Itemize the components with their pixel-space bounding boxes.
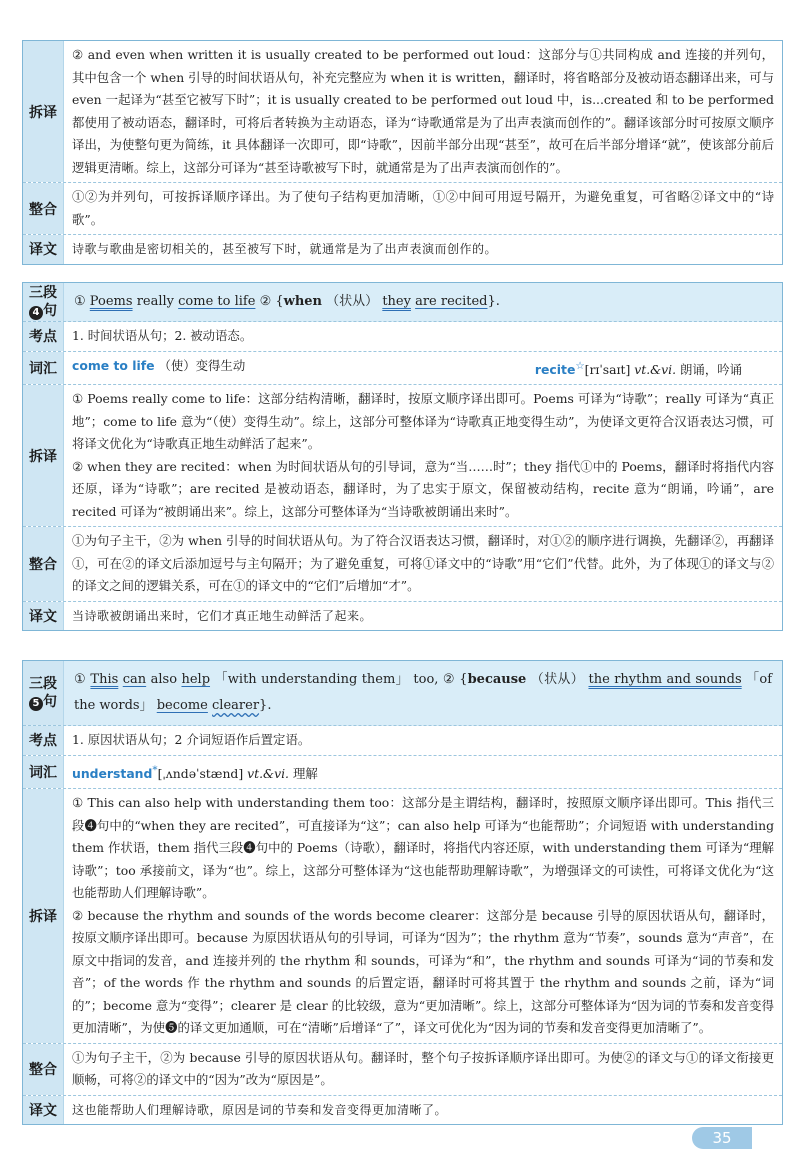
vocab-meaning: 朗诵，吟诵 (680, 361, 742, 377)
cihui-row (23, 352, 782, 386)
predicate-phrase: come to life (178, 294, 256, 309)
clause-predicate: become (156, 698, 208, 713)
clause-num-2: ② (442, 672, 455, 687)
attributive-phrase: 「of the words」 (74, 672, 773, 713)
sentence-word: 句 (43, 303, 57, 319)
vocab-pos: vt.&vi. (634, 361, 677, 377)
zhenghe-row (23, 1044, 782, 1096)
kaodian-label: 考点 (23, 726, 64, 755)
kaodian-row (23, 726, 782, 756)
yiwen-text: 这也能帮助人们理解诗歌，原因是词的节奏和发音变得更加清晰了。 (72, 1102, 448, 1117)
yiwen-row (23, 1096, 782, 1125)
clause-num-2: ② (259, 294, 272, 309)
page-number: 35 (692, 1127, 752, 1149)
kaodian-row (23, 322, 782, 352)
conjunction-word: when (283, 294, 323, 309)
sentence-label (23, 661, 64, 725)
yiwen-label: 译文 (23, 602, 64, 631)
chaiyi-paragraph-2: ② because the rhythm and sounds of the words become clearer：这部分是 because 引导的原因状语从句，翻译时，按原文顺序译出即可。because 为原因状语从句的引导词，可译为“因为”；the rhythm 意为“节奏”，sounds 意为“声音”，在原文中指词的发音，and 连接并列的 the rhythm 和 sounds，可译为“和”，the rhythm and sounds 可译为“词的节奏和发音”；of the words 作 the rhythm and sounds 的后置定语，翻译时可将其置于 the rhythm and sounds 之前，译为“词的”；become 意为“变得”；clearer 是 clear 的比较级，意为“更加清晰”。综上，这部分可整体译为“因为词的节奏和发音变得更加清晰”，为使❺的译文更加通顺，可在“清晰”后增译“了”，译文可优化为“因为词的节奏和发音变得更加清晰了”。 (72, 907, 774, 1036)
yiwen-label: 译文 (23, 235, 64, 264)
section-label: 三段 (29, 285, 57, 301)
vocab-word: understand (72, 765, 153, 781)
vocab-meaning: （使）变得生动 (158, 357, 246, 373)
chaiyi-text (64, 385, 782, 526)
kaodian-text: 1. 原因状语从句；2 介词短语作后置定语。 (72, 732, 311, 747)
vocab-phonetic: [rɪˈsaɪt] (584, 361, 631, 377)
sentence-row (23, 283, 782, 322)
vocab-pos: vt.&vi. (247, 765, 289, 781)
sentence-number (29, 302, 57, 320)
chaiyi-label: 拆译 (23, 41, 64, 182)
yiwen-label: 译文 (23, 1096, 64, 1125)
chaiyi-paragraph-1: ① Poems really come to life：这部分结构清晰，翻译时，按原文顺序译出即可。Poems 可译为“诗歌”；really 可译为“真正地”；come to life 意为“（使）变得生动”。综上，这部分可整体译为“诗歌真正地变得生动”，为使译文更符合汉语表达习惯，可将译文优化为“诗歌真正地生动鲜活了起来”。 (72, 391, 774, 452)
bracket-close: }. (259, 698, 272, 713)
bracket-open: { (459, 672, 468, 687)
subject-word: This (90, 672, 119, 687)
analysis-block-1 (22, 40, 783, 265)
predicate-word: help (181, 672, 211, 687)
zhenghe-label: 整合 (23, 527, 64, 601)
adverb-word: also (150, 672, 178, 687)
sentence-number-dot-icon: 5 (29, 697, 43, 711)
cihui-label: 词汇 (23, 352, 64, 385)
chaiyi-label: 拆译 (23, 789, 64, 1043)
sentence-number-dot-icon: 4 (29, 306, 43, 320)
clause-num-1: ① (74, 294, 86, 309)
chaiyi-label: 拆译 (23, 385, 64, 526)
kaodian-label: 考点 (23, 322, 64, 351)
star-icon: * (152, 763, 158, 776)
clause-num-1: ① (74, 672, 86, 687)
vocab-phonetic: [ˌʌndəˈstænd] (157, 765, 244, 781)
chaiyi-text (64, 789, 782, 1043)
adverb-word: really (136, 294, 175, 309)
zhenghe-label: 整合 (23, 183, 64, 234)
subject-word: Poems (89, 294, 133, 309)
clause-subject: they (382, 294, 411, 309)
chaiyi-row (23, 385, 782, 527)
clause-complement: clearer (212, 698, 260, 713)
sentence-text (64, 283, 782, 321)
sentence-text (64, 661, 782, 725)
vocab-list (64, 756, 782, 789)
vocab-list (64, 352, 782, 385)
vocab-word: recite (534, 361, 576, 377)
section-label: 三段 (29, 676, 57, 692)
chaiyi-text: ② and even when written it is usually created to be performed out loud：这部分与①共同构成 and 连接的并列句，其中包含一个 when 引导的时间状语从句，补充完整应为 when it is written，翻译时，将省略部分及被动语态翻译出来，可与 even 一起译为“甚至它被写下时”；it is usually created to be performed out loud 中，is...created 和 to be performed 都使用了被动语态，翻译时，可将后者转换为主动语态，译为“诗歌通常是为了出声表演而创作的”。翻译该部分时可按原文顺序译出，为使整句更为简练，it 具体翻译一次即可，即“诗歌”，因前半部分出现“甚至”，故可在后半部分增译“就”，使该部分前后逻辑更清晰。综上，这部分可译为“甚至诗歌被写下时，就通常是为了出声表演而创作的”。 (72, 47, 774, 175)
conjunction-word: because (467, 672, 527, 687)
yiwen-text: 当诗歌被朗诵出来时，它们才真正地生动鲜活了起来。 (72, 608, 373, 623)
clause-tag: （状从） (530, 672, 585, 687)
zhenghe-row (23, 527, 782, 602)
clause-tag: （状从） (326, 294, 379, 309)
chaiyi-paragraph-2: ② when they are recited：when 为时间状语从句的引导词，意为“当……时”；they 指代①中的 Poems，翻译时将指代内容还原，译为“诗歌”；are recited 是被动语态，翻译时，为了忠实于原文，保留被动结构，recite 意为“朗诵，吟诵”，are recited 可译为“被朗诵出来”。综上，这部分可整体译为“当诗歌被朗诵出来时”。 (72, 458, 774, 519)
kaodian-text: 1. 时间状语从句；2. 被动语态。 (72, 328, 253, 343)
bracket-open: { (275, 294, 284, 309)
cihui-label: 词汇 (23, 756, 64, 789)
sentence-number (29, 693, 57, 711)
chaiyi-paragraph-1: ① This can also help with understanding them too：这部分是主谓结构，翻译时，按照原文顺序译出即可。This 指代三段❹句中的“when they are recited”，可直接译为“这”；can also help 可译为“也能帮助”；介词短语 with understanding them 作状语，them 指代三段❹句中的 Poems（诗歌），翻译时，将指代内容还原，with understanding them 可译为“理解诗歌”；too 承接前文，译为“也”。综上，这部分可整体译为“这也能帮助理解诗歌”，为增强译文的可读性，可将译文优化为“这也能帮助人们理解诗歌”。 (72, 795, 774, 901)
sentence-row (23, 661, 782, 726)
zhenghe-label: 整合 (23, 1044, 64, 1095)
yiwen-row (23, 602, 782, 631)
star-icon: ☆ (575, 359, 585, 372)
chaiyi-row (23, 789, 782, 1044)
clause-predicate: are recited (415, 294, 488, 309)
adverb-too: too, (413, 672, 439, 687)
zhenghe-text: ①为句子主干，②为 because 引导的原因状语从句。翻译时，整个句子按拆译顺序译出即可。为使②的译文与①的译文衔接更顺畅，可将②的译文中的“因为”改为“原因是”。 (72, 1049, 774, 1088)
prep-phrase: 「with understanding them」 (214, 672, 409, 687)
yiwen-row (23, 235, 782, 264)
vocab-entry-1 (72, 355, 245, 382)
sentence-label (23, 283, 64, 321)
yiwen-text: 诗歌与歌曲是密切相关的，甚至被写下时，就通常是为了出声表演而创作的。 (72, 242, 498, 256)
vocab-word: come to life (72, 357, 155, 373)
analysis-block-3 (22, 660, 783, 1125)
sentence-word: 句 (43, 694, 57, 710)
analysis-block-2 (22, 282, 783, 631)
zhenghe-text: ①为句子主干，②为 when 引导的时间状语从句。为了符合汉语表达习惯，翻译时，对①②的顺序进行调换，先翻译②，再翻译①，可在②的译文后添加逗号与主句隔开；为了避免重复，可将①译文中的“诗歌”用“它们”代替。此外，为了体现①的译文与②的译文之间的逻辑关系，可在①的译文中的“它们”后增加“才”。 (72, 533, 774, 594)
zhenghe-row (23, 183, 782, 235)
modal-word: can (122, 672, 147, 687)
bracket-close: }. (487, 294, 500, 309)
chaiyi-row (23, 41, 782, 183)
cihui-row (23, 756, 782, 790)
vocab-meaning: 理解 (292, 765, 318, 781)
zhenghe-text: ①②为并列句，可按拆译顺序译出。为了使句子结构更加清晰，①②中间可用逗号隔开，为避免重复，可省略②译文中的“诗歌”。 (72, 189, 774, 227)
clause-subject: the rhythm and sounds (588, 672, 742, 687)
vocab-entry-2 (535, 355, 742, 382)
